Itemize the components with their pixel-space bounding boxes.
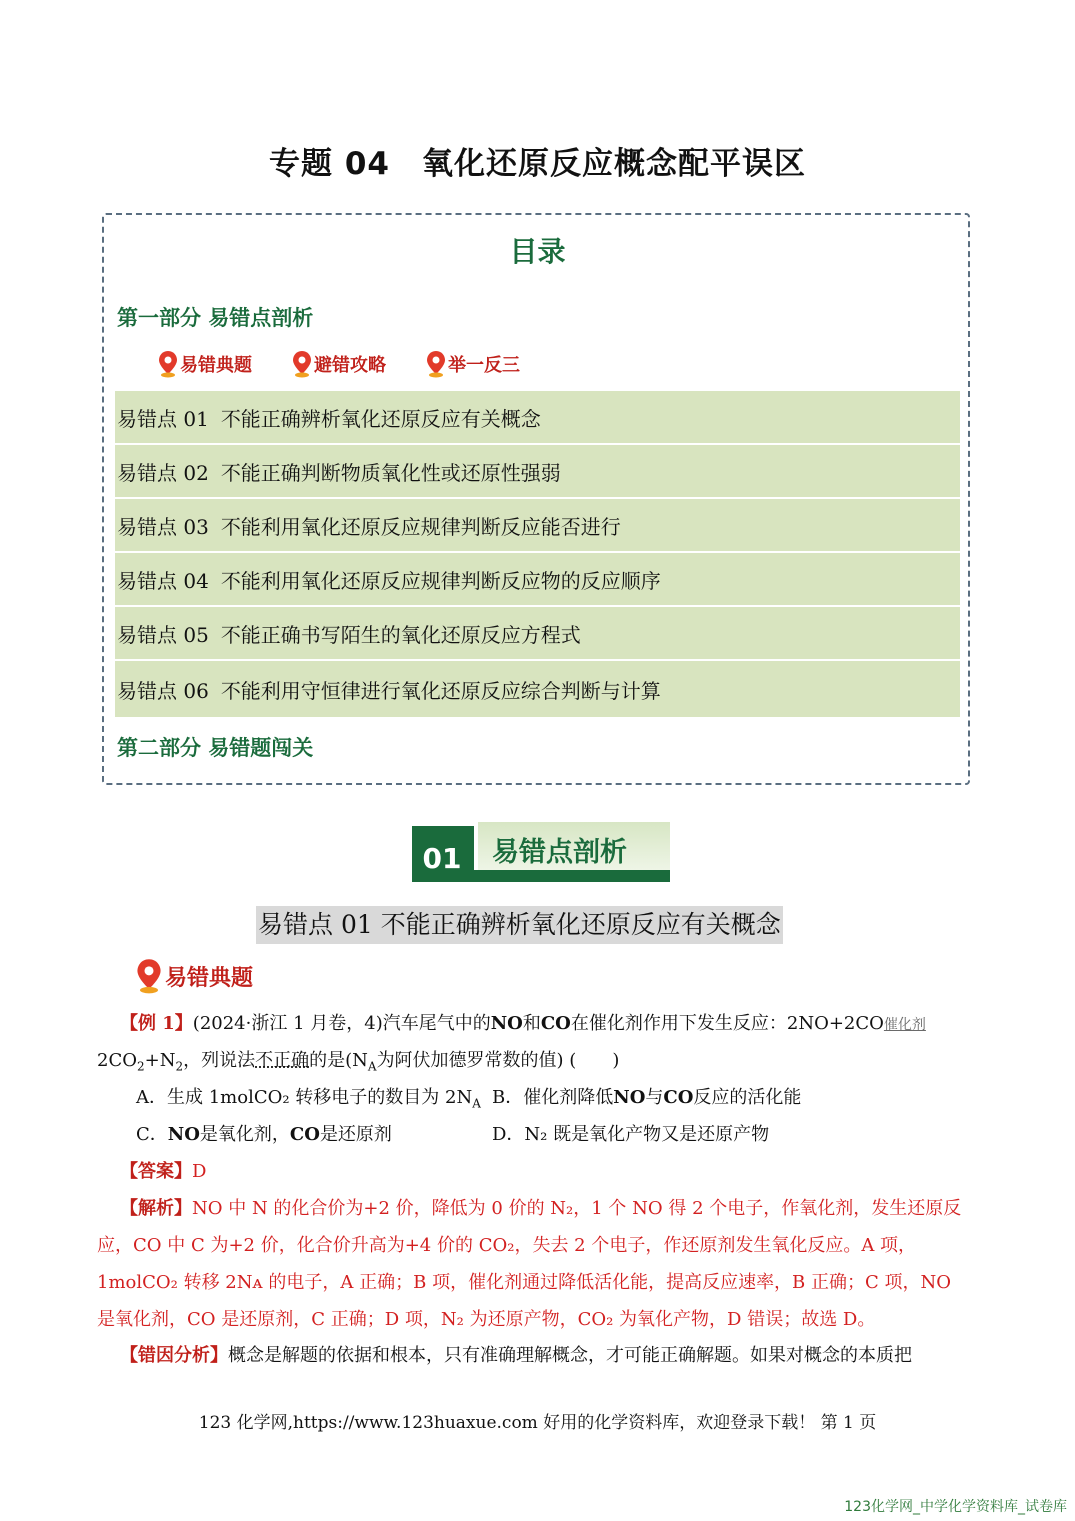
catalyst-label: 催化剂 <box>883 1017 926 1033</box>
toc-item-num: 易错点 04 <box>117 568 209 593</box>
option-b-text: B．催化剂降低 <box>492 1087 614 1108</box>
toc-item-num: 易错点 02 <box>117 460 209 485</box>
toc-item-text: 不能利用氧化还原反应规律判断反应物的反应顺序 <box>220 568 661 593</box>
analysis-tag: 【解析】 <box>120 1198 192 1219</box>
option-a-sub: A <box>472 1096 481 1111</box>
example-line-1 <box>120 1013 926 1036</box>
toc-item-03[interactable] <box>115 499 960 553</box>
example-text: 的是(N <box>309 1050 368 1071</box>
section-banner <box>412 818 670 882</box>
example-stem-2: 在催化剂作用下发生反应：2NO+2CO <box>570 1013 884 1034</box>
formula-co: CO <box>663 1087 694 1108</box>
toc-item-02[interactable] <box>115 445 960 499</box>
option-c-text: C． <box>136 1124 168 1145</box>
example-tag: 【例 1】 <box>120 1013 193 1034</box>
toc-list <box>115 391 960 717</box>
location-pin-icon <box>292 350 312 378</box>
cause-text: 概念是解题的依据和根本，只有准确理解概念，才可能正确解题。如果对概念的本质把 <box>228 1345 912 1366</box>
analysis-line-2: 应，CO 中 C 为+2 价，化合价升高为+4 价的 CO₂，失去 2 个电子，作还原剂发生氧化反应。A 项， <box>97 1235 917 1256</box>
location-pin-icon <box>158 350 178 378</box>
sub-heading-label: 易错典题 <box>165 965 254 991</box>
toc-item-text: 不能正确判断物质氧化性或还原性强弱 <box>220 460 561 485</box>
answer-line <box>120 1161 206 1183</box>
option-a-text: A．生成 1molCO₂ 转移电子的数目为 2N <box>136 1087 473 1108</box>
na-subscript: A <box>367 1059 377 1074</box>
analysis-line-3: 1molCO₂ 转移 2Nᴀ 的电子，A 正确；B 项，催化剂通过降低活化能，提高反应速率，B 正确；C 项，NO <box>97 1272 952 1293</box>
analysis-line-4: 是氧化剂，CO 是还原剂，C 正确；D 项，N₂ 为还原产物，CO₂ 为氧化产物，D 错误；故选 D。 <box>97 1309 876 1330</box>
analysis-text: NO 中 N 的化合价为+2 价，降低为 0 价的 N₂，1 个 NO 得 2 个电子，作氧化剂，发生还原反 <box>192 1198 962 1219</box>
toc-item-01[interactable] <box>115 391 960 445</box>
emphasis-not-correct: 不正确 <box>255 1050 310 1071</box>
section-heading: 易错点 01 不能正确辨析氧化还原反应有关概念 <box>256 906 783 944</box>
banner-number: 01 <box>422 842 462 875</box>
example-and: 和 <box>522 1013 541 1034</box>
toc-item-num: 易错点 05 <box>117 622 209 647</box>
toc-item-05[interactable] <box>115 607 960 661</box>
toc-heading: 目录 <box>509 235 566 268</box>
option-d-text: D．N₂ 既是氧化产物又是还原产物 <box>492 1124 770 1145</box>
toc-item-06[interactable] <box>115 661 960 717</box>
location-pin-icon <box>136 958 162 994</box>
toc-part1[interactable]: 第一部分 易错点剖析 <box>117 306 314 330</box>
toc-item-num: 易错点 03 <box>117 514 209 539</box>
formula-co: CO <box>289 1124 320 1145</box>
toc-item-text: 不能正确辨析氧化还原反应有关概念 <box>220 406 541 431</box>
example-stem-1: (2024·浙江 1 月卷，4)汽车尾气中的 <box>192 1013 491 1034</box>
toc-item-text: 不能利用氧化还原反应规律判断反应能否进行 <box>220 514 621 539</box>
formula-no: NO <box>613 1087 646 1108</box>
option-a[interactable] <box>136 1087 481 1115</box>
banner-label: 易错点剖析 <box>492 837 627 868</box>
toc-subtabs <box>158 350 520 378</box>
subtab-label: 避错攻略 <box>314 355 386 376</box>
example-text: ，列说法 <box>183 1050 256 1071</box>
option-b-text: 与 <box>645 1087 664 1108</box>
location-pin-icon <box>426 350 446 378</box>
toc-item-num: 易错点 06 <box>117 678 209 703</box>
page-title: 专题 04 氧化还原反应概念配平误区 <box>269 146 806 182</box>
option-c-text: 是氧化剂， <box>199 1124 290 1145</box>
sub-heading <box>136 958 253 994</box>
answer-value: D <box>192 1161 207 1182</box>
toc-item-num: 易错点 01 <box>117 406 209 431</box>
subtab-label: 举一反三 <box>448 355 520 376</box>
cause-line <box>120 1345 912 1367</box>
option-b[interactable] <box>492 1087 801 1109</box>
formula-no: NO <box>490 1013 523 1034</box>
option-c[interactable] <box>136 1124 392 1146</box>
answer-tag: 【答案】 <box>120 1161 192 1182</box>
subtab-1[interactable] <box>158 350 252 378</box>
cause-tag: 【错因分析】 <box>120 1345 228 1366</box>
formula-co: CO <box>540 1013 571 1034</box>
option-d[interactable] <box>492 1124 769 1146</box>
example-text: 为阿伏加德罗常数的值) ( ) <box>376 1050 620 1071</box>
toc-part2[interactable]: 第二部分 易错题闯关 <box>117 736 314 760</box>
subtab-label: 易错典题 <box>180 355 252 376</box>
analysis-line-1 <box>120 1198 961 1220</box>
option-c-text: 是还原剂 <box>319 1124 392 1145</box>
toc-item-text: 不能正确书写陌生的氧化还原反应方程式 <box>220 622 581 647</box>
subtab-2[interactable] <box>292 350 386 378</box>
site-watermark: 123化学网_中学化学资料库_试卷库 <box>844 1499 1067 1515</box>
product-n2: +N <box>144 1050 176 1071</box>
page-footer: 123 化学网,https://www.123huaxue.com 好用的化学资料库，欢迎登录下载！ 第 1 页 <box>198 1413 877 1433</box>
subtab-3[interactable] <box>426 350 520 378</box>
option-b-text: 反应的活化能 <box>693 1087 802 1108</box>
formula-no: NO <box>167 1124 200 1145</box>
toc-item-04[interactable] <box>115 553 960 607</box>
toc-item-text: 不能利用守恒律进行氧化还原反应综合判断与计算 <box>220 678 661 703</box>
product-co2: 2CO <box>97 1050 137 1071</box>
example-line-2: $2CO_2+N_2$，列说法不正确的是($N_A$为阿伏加德罗常数的值) ( ) <box>97 1050 620 1074</box>
